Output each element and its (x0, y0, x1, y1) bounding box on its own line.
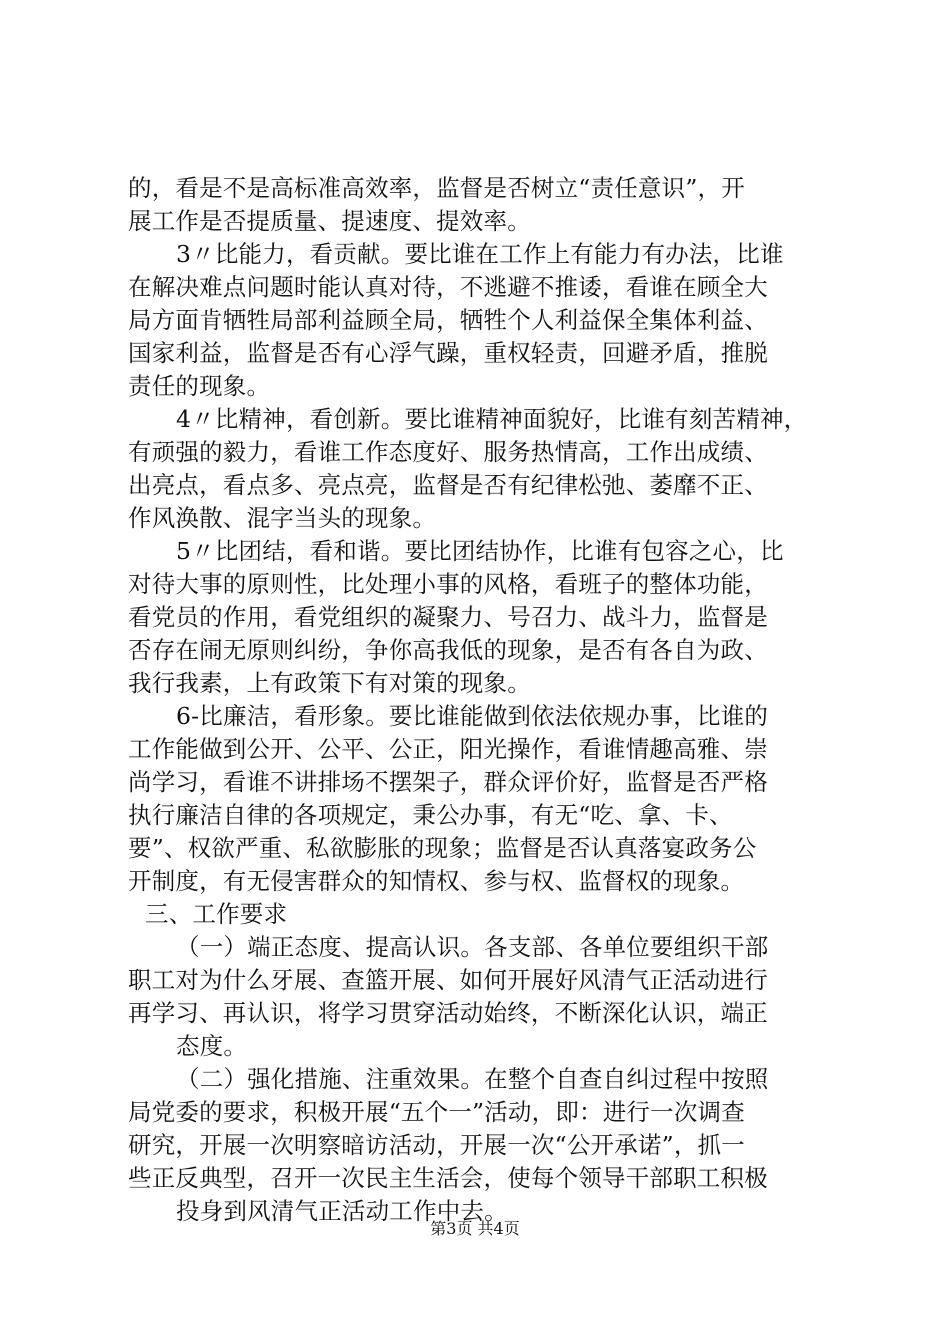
text-line: 在解决难点问题时能认真对待，不逃避不推诿，看谁在顾全大 (128, 273, 768, 301)
text-line: 局党委的要求，积极开展“五个一”活动，即：进行一次调查 (128, 1098, 745, 1126)
text-line: 出亮点，看点多、亮点亮，监督是否有纪律松弛、萎靡不正、 (128, 471, 768, 499)
text-line: （一）端正态度、提高认识。各支部、各单位要组织干部 (176, 933, 769, 961)
text-line: 的，看是不是高标准高效率，监督是否树立“责任意识”，开 (128, 174, 745, 202)
text-line: 再学习、再认识，将学习贯穿活动始终，不断深化认识，端正 (128, 999, 768, 1027)
text-line: 对待大事的原则性，比处理小事的风格，看班子的整体功能， (128, 570, 768, 598)
text-line: 展工作是否提质量、提速度、提效率。 (128, 207, 531, 235)
text-line: 5〃比团结，看和谐。要比团结协作，比谁有包容之心，比 (176, 537, 784, 565)
text-line: 国家利益，监督是否有心浮气躁，重权轻责，回避矛盾，推脱 (128, 339, 768, 367)
text-line: 执行廉洁自律的各项规定，秉公办事，有无“吃、拿、卡、 (128, 801, 733, 829)
text-line: 职工对为什么牙展、查篮开展、如何开展好风清气正活动进行 (128, 966, 768, 994)
text-line: 要”、权欲严重、私欲膨胀的现象；监督是否认真落宴政务公 (128, 834, 757, 862)
text-line: 投身到风清气正活动工作中去。 (176, 1197, 508, 1225)
text-line: 有顽强的毅力，看谁工作态度好、服务热情高，工作出成绩、 (128, 438, 768, 466)
text-line: 开制度，有无侵害群众的知情权、参与权、监督权的现象。 (128, 867, 745, 895)
section-heading: 三、工作要求 (145, 900, 288, 928)
text-line: 些正反典型，召开一次民主生活会，使每个领导干部职工积极 (128, 1164, 768, 1192)
page-footer (0, 1219, 950, 1239)
text-line: 态度。 (176, 1032, 248, 1060)
text-line: 研究，开展一次明察暗访活动，开展一次“公开承诺”，抓一 (128, 1131, 745, 1159)
text-line: 6-比廉洁，看形象。要比谁能做到依法依规办事，比谁的 (176, 702, 769, 730)
text-line: 我行我素，上有政策下有对策的现象。 (128, 669, 531, 697)
text-line: 工作能做到公开、公平、公正，阳光操作，看谁情趣高雅、崇 (128, 735, 768, 763)
text-line: 作风涣散、混字当头的现象。 (128, 504, 437, 532)
text-line: 否存在闹无原则纠纷，争你高我低的现象，是否有各自为政、 (128, 636, 768, 664)
page-number-label: 第3页 共4页 (430, 1219, 520, 1238)
text-line: （二）强化措施、注重效果。在整个自查自纠过程中按照 (176, 1065, 769, 1093)
text-line: 看党员的作用，看党组织的凝聚力、号召力、战斗力，监督是 (128, 603, 768, 631)
text-line: 责任的现象。 (128, 372, 271, 400)
text-line: 4〃比精神，看创新。要比谁精神面貌好，比谁有刻苦精神， (176, 405, 808, 433)
text-line: 尚学习，看谁不讲排场不摆架子，群众评价好，监督是否严格 (128, 768, 768, 796)
text-line: 局方面肯牺牲局部利益顾全局，牺牲个人利益保全集体利益、 (128, 306, 768, 334)
text-line: 3〃比能力，看贡献。要比谁在工作上有能力有办法，比谁 (176, 240, 784, 268)
